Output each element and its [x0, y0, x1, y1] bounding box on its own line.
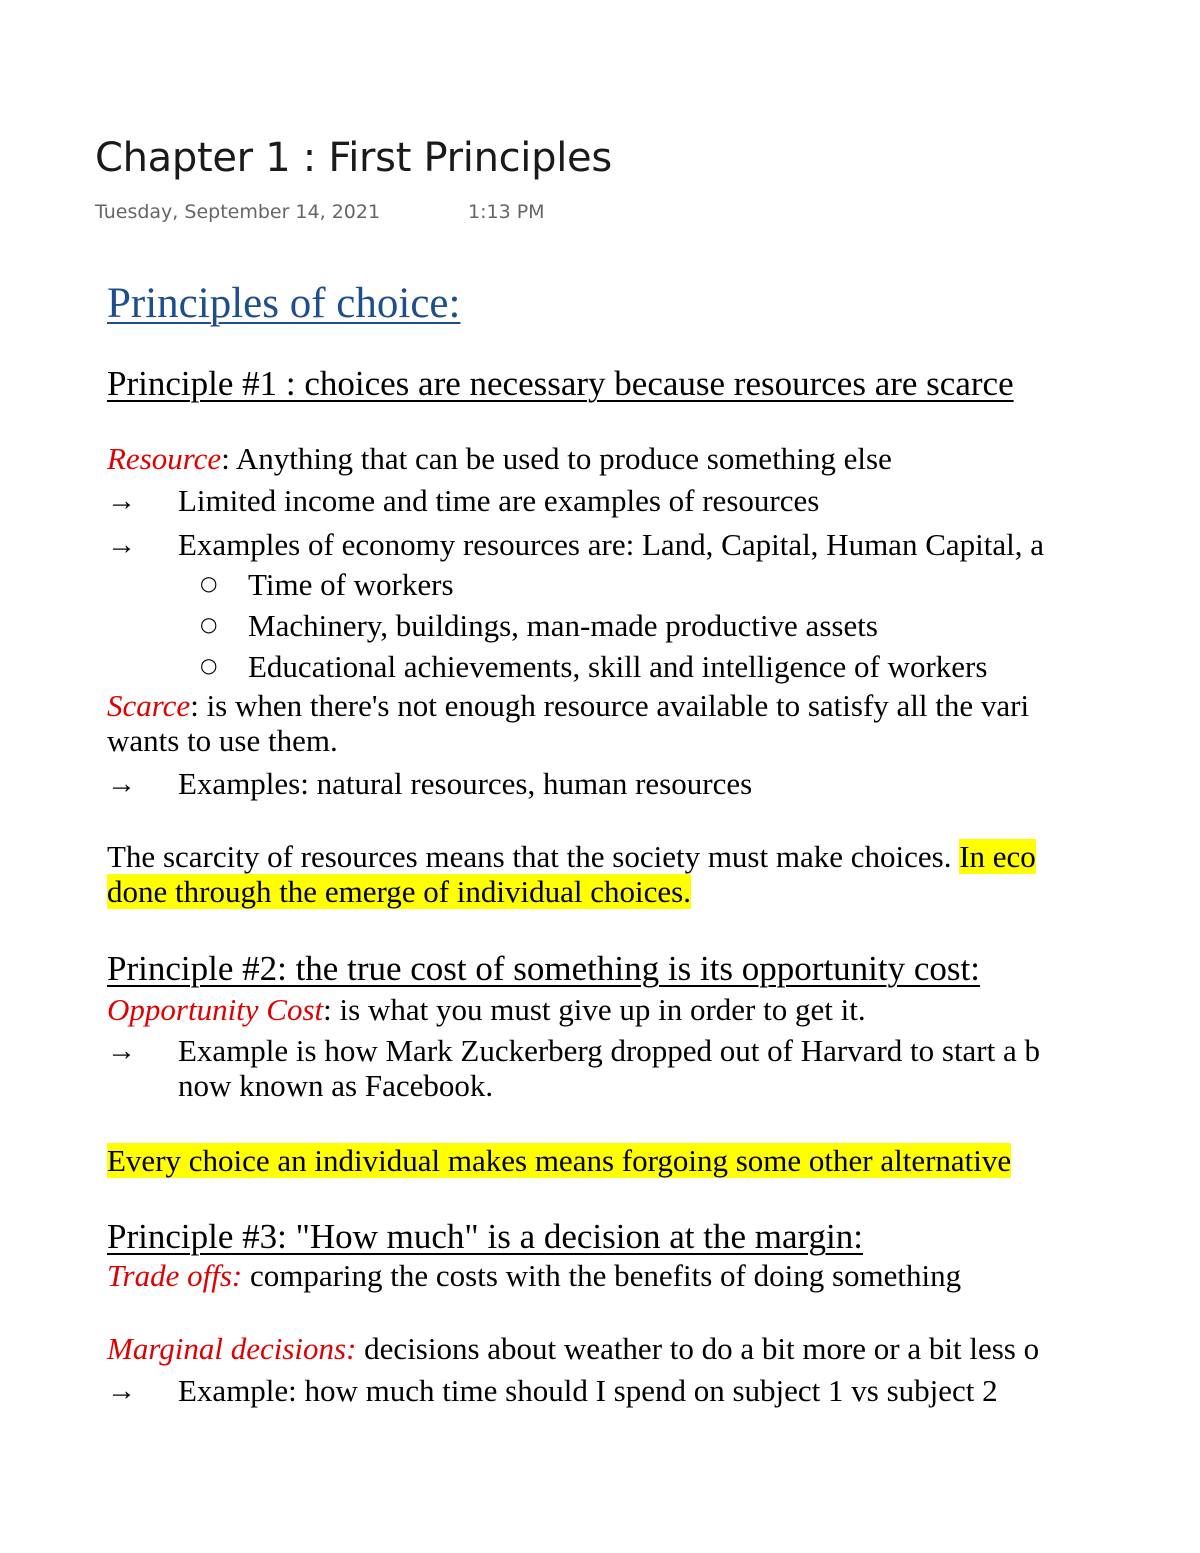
scarcity-text: The scarcity of resources means that the society must make choices. — [107, 839, 960, 874]
arrow-icon: → — [107, 1375, 136, 1407]
tradeoffs-term: Trade offs: — [107, 1258, 243, 1293]
opportunity-cost-definition — [107, 994, 866, 1025]
scarcity-highlight-cont: done through the emerge of individual choices. — [107, 874, 691, 909]
resource-term: Resource — [107, 441, 222, 476]
principle-3-heading: Principle #3: "How much" is a decision at the margin: — [107, 1217, 863, 1256]
principle-1-heading: Principle #1 : choices are necessary because resources are scarce — [107, 364, 1014, 403]
scarce-def-text: : is when there's not enough resource available to satisfy all the vari — [190, 688, 1030, 723]
marginal-definition — [107, 1333, 1039, 1364]
resource-def-text: : Anything that can be used to produce something else — [221, 441, 892, 476]
marginal-term: Marginal decisions: — [107, 1331, 357, 1366]
arrow-icon: → — [107, 768, 136, 800]
arrow-icon: → — [107, 485, 136, 517]
scarcity-paragraph-cont — [107, 876, 691, 907]
bullet-limited-income: Limited income and time are examples of resources — [178, 483, 820, 518]
marginal-def-text: decisions about weather to do a bit more or a bit less o — [356, 1331, 1040, 1366]
sub-bullet-machinery: Machinery, buildings, man-made productive assets — [248, 608, 878, 643]
scarcity-paragraph — [107, 841, 1036, 872]
bullet-zuckerberg-cont: now known as Facebook. — [178, 1068, 494, 1103]
section-heading: Principles of choice: — [107, 280, 461, 327]
principle-2-heading: Principle #2: the true cost of something is its opportunity cost: — [107, 949, 980, 988]
circle-bullet-icon: ○ — [200, 612, 218, 636]
tradeoffs-definition — [107, 1260, 961, 1291]
page-title: Chapter 1 : First Principles — [95, 135, 612, 181]
bullet-economy-resources: Examples of economy resources are: Land, Capital, Human Capital, a — [178, 527, 1044, 562]
bullet-zuckerberg: Example is how Mark Zuckerberg dropped out of Harvard to start a b — [178, 1033, 1041, 1068]
sub-bullet-time-of-workers: Time of workers — [248, 567, 454, 602]
tradeoffs-def-text: comparing the costs with the benefits of doing something — [242, 1258, 962, 1293]
arrow-icon: → — [107, 1035, 136, 1067]
bullet-time-spend: Example: how much time should I spend on subject 1 vs subject 2 — [178, 1373, 998, 1408]
scarce-definition — [107, 690, 1029, 721]
bullet-scarce-examples: Examples: natural resources, human resources — [178, 766, 753, 801]
sub-bullet-educational: Educational achievements, skill and intelligence of workers — [248, 649, 988, 684]
scarcity-highlight: In eco — [959, 839, 1036, 874]
page-time: 1:13 PM — [468, 201, 545, 223]
opportunity-cost-term: Opportunity Cost — [107, 992, 324, 1027]
circle-bullet-icon: ○ — [200, 571, 218, 595]
forgoing-paragraph — [107, 1145, 1011, 1176]
scarce-term: Scarce — [107, 688, 191, 723]
opportunity-cost-def-text: : is what you must give up in order to get it. — [323, 992, 866, 1027]
arrow-icon: → — [107, 529, 136, 561]
circle-bullet-icon: ○ — [200, 653, 218, 677]
scarce-definition-cont: wants to use them. — [107, 723, 338, 758]
forgoing-highlight: Every choice an individual makes means forgoing some other alternative — [107, 1143, 1012, 1178]
page-date: Tuesday, September 14, 2021 — [95, 201, 381, 223]
resource-definition — [107, 443, 892, 474]
